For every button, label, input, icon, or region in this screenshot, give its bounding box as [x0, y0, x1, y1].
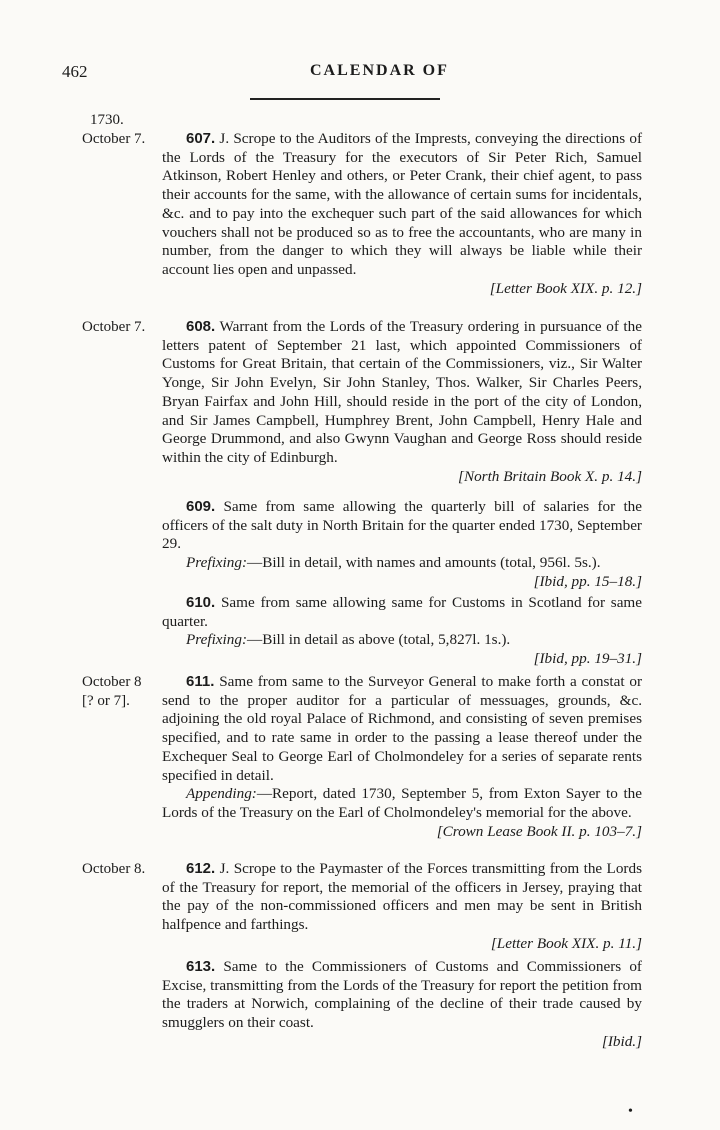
entry-number: 613. — [186, 958, 216, 975]
entry-611 — [162, 673, 642, 841]
entry-date-608: October 7. — [82, 319, 146, 335]
entry-reference: [Ibid, pp. 15–18.] — [533, 572, 642, 590]
entry-text: Warrant from the Lords of the Treasury ordering in pursuance of the letters patent of September 21 last, which appointed Commissioners of Customs for Great Britain, that certain of the Commissioners, viz., Sir Walter Yonge, Sir John Evelyn, Sir John Stanley, Thos. Walker, Sir Charles Peers, Bryan Fairfax and John Hill, should reside in the port of the city of London, and Sir James Campbell, Humphrey Brent, John Campbell, Henry Hale and George Drummond, and also Gwynn Vaughan and George Ross should reside within the city of Edinburgh. — [162, 318, 642, 466]
entry-date-611: October 8 — [82, 674, 142, 690]
entry-date-612: October 8. — [82, 861, 146, 877]
entry-sub-label: Prefixing: — [186, 554, 248, 572]
entry-text: Same from same to the Surveyor General to make forth a constat or send to the proper auditor for a particular of messuages, grounds, &c. adjoining the old royal Palace of Richmond, and consisting of seven premises specified, and to rate same in order to the passing a lease thereof under the Exchequer Seal to George Earl of Cholmondeley for a series of separate rents specified in detail. — [162, 673, 643, 784]
entry-number: 607. — [186, 130, 216, 147]
stray-mark: • — [628, 1104, 633, 1119]
entry-date-611-alt: [? or 7]. — [82, 693, 130, 709]
year-heading: 1730. — [90, 112, 124, 128]
entry-sub-text: —Bill in detail as above (total, 5,827l. 1s.). — [247, 631, 511, 649]
entry-612 — [162, 860, 642, 954]
entry-reference: [Ibid.] — [601, 1032, 642, 1050]
entry-text: Same from same allowing same for Customs in Scotland for same quarter. — [162, 594, 642, 630]
entry-text: Same from same allowing the quarterly bill of salaries for the officers of the salt duty in North Britain for the quarter ended 1730, September 29. — [162, 498, 642, 553]
entry-607 — [162, 130, 642, 298]
page-number: 462 — [62, 62, 88, 81]
entry-date-607: October 7. — [82, 131, 146, 147]
entry-reference: [Crown Lease Book II. p. 103–7.] — [436, 822, 642, 840]
entry-610 — [162, 594, 642, 669]
entry-number: 610. — [186, 594, 216, 611]
entry-reference: [Letter Book XIX. p. 12.] — [489, 279, 642, 297]
entry-text: J. Scrope to the Auditors of the Imprests, conveying the directions of the Lords of the Treasury for the executors of Sir Peter Rich, Samuel Atkinson, Robert Henley and others, or Peter Crank, their chief agent, to pass their accounts for the same, with the allowance of certain sums for incidentals, &c. and to pay into the exchequer such part of the said allowances for which vouchers shall not be produced so as to free the accountants, who are many in number, from the danger to which they will always be liable while their account lies open and unpassed. — [162, 130, 643, 278]
entry-number: 611. — [186, 673, 215, 690]
entry-reference: [Ibid, pp. 19–31.] — [533, 650, 642, 668]
entry-number: 612. — [186, 860, 216, 877]
header-rule — [250, 98, 440, 100]
entry-sub-text: —Report, dated 1730, September 5, from Exton Sayer to the Lords of the Treasury on the Earl of Cholmondeley's memorial for the above. — [162, 785, 642, 821]
entry-reference: [Letter Book XIX. p. 11.] — [490, 934, 642, 952]
running-title: CALENDAR OF — [310, 62, 449, 79]
page-header — [62, 62, 652, 88]
entry-number: 608. — [186, 318, 216, 335]
entry-608 — [162, 318, 642, 486]
entry-text: Same to the Commissioners of Customs and Commissioners of Excise, transmitting from the Lords of the Treasury for report the petition from the traders at Norwich, complaining of the decline of their trade caused by smugglers on their coast. — [162, 958, 642, 1032]
entry-number: 609. — [186, 498, 216, 515]
entry-613 — [162, 958, 642, 1052]
entry-609 — [162, 498, 642, 592]
entry-text: J. Scrope to the Paymaster of the Forces transmitting from the Lords of the Treasury for report, the memorial of the officers in Jersey, praying that the pay of the non-commissioned officers and men may be sent in British halfpence and farthings. — [162, 860, 642, 934]
entry-sub-text: —Bill in detail, with names and amounts (total, 956l. 5s.). — [247, 554, 601, 572]
entry-reference: [North Britain Book X. p. 14.] — [458, 467, 642, 485]
entry-sub-label: Appending: — [186, 785, 257, 803]
entry-sub-label: Prefixing: — [186, 631, 248, 649]
